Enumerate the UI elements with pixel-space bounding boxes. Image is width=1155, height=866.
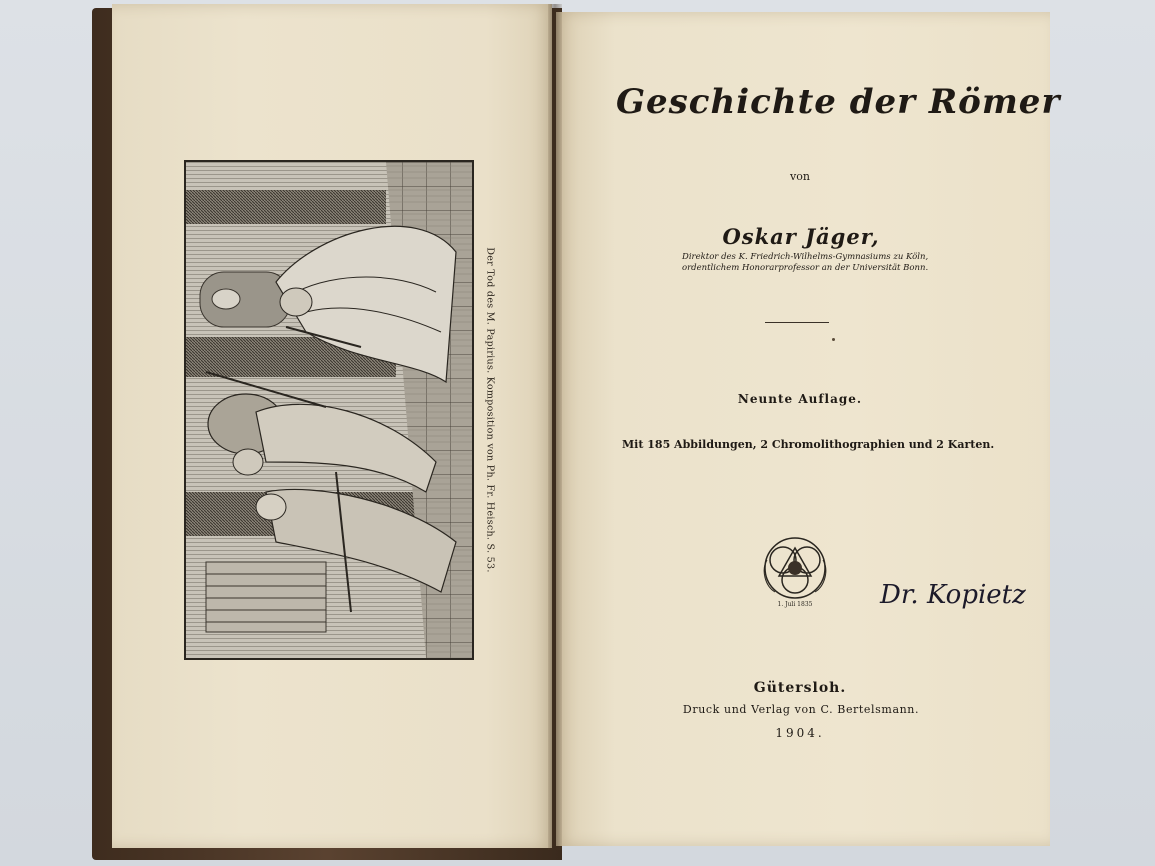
divider-rule xyxy=(765,322,829,323)
book-gutter xyxy=(548,4,562,850)
author-affiliation-line2: ordentlichem Honorarprofessor an der Universität Bonn. xyxy=(682,263,929,273)
illustrations-note: Mit 185 Abbildungen, 2 Chromolithographien und 2 Karten. xyxy=(622,438,995,451)
frontispiece-caption-text: Der Tod des M. Papirius. Komposition von Ph. Fr. Heisch. S. 53. xyxy=(484,247,496,573)
frontispiece-illustration xyxy=(184,160,474,660)
publication-place: Gütersloh. xyxy=(753,680,847,696)
book-title: Geschichte der Römer xyxy=(616,82,1061,122)
edition-label: Neunte Auflage. xyxy=(737,392,863,406)
right-page xyxy=(556,12,1061,846)
publication-year: 1904. xyxy=(775,726,825,740)
publisher-line: Druck und Verlag von C. Bertelsmann. xyxy=(682,703,920,716)
by-label: von xyxy=(790,170,810,183)
ink-speck xyxy=(832,338,835,341)
handwritten-signature: Dr. Kopietz xyxy=(880,580,1026,610)
publisher-emblem-icon xyxy=(755,530,835,610)
emblem-date: 1. Juli 1835 xyxy=(777,601,813,608)
author-name: Oskar Jäger, xyxy=(722,224,880,249)
author-affiliation-line1: Direktor des K. Friedrich-Wilhelms-Gymnasiums zu Köln, xyxy=(682,252,929,262)
